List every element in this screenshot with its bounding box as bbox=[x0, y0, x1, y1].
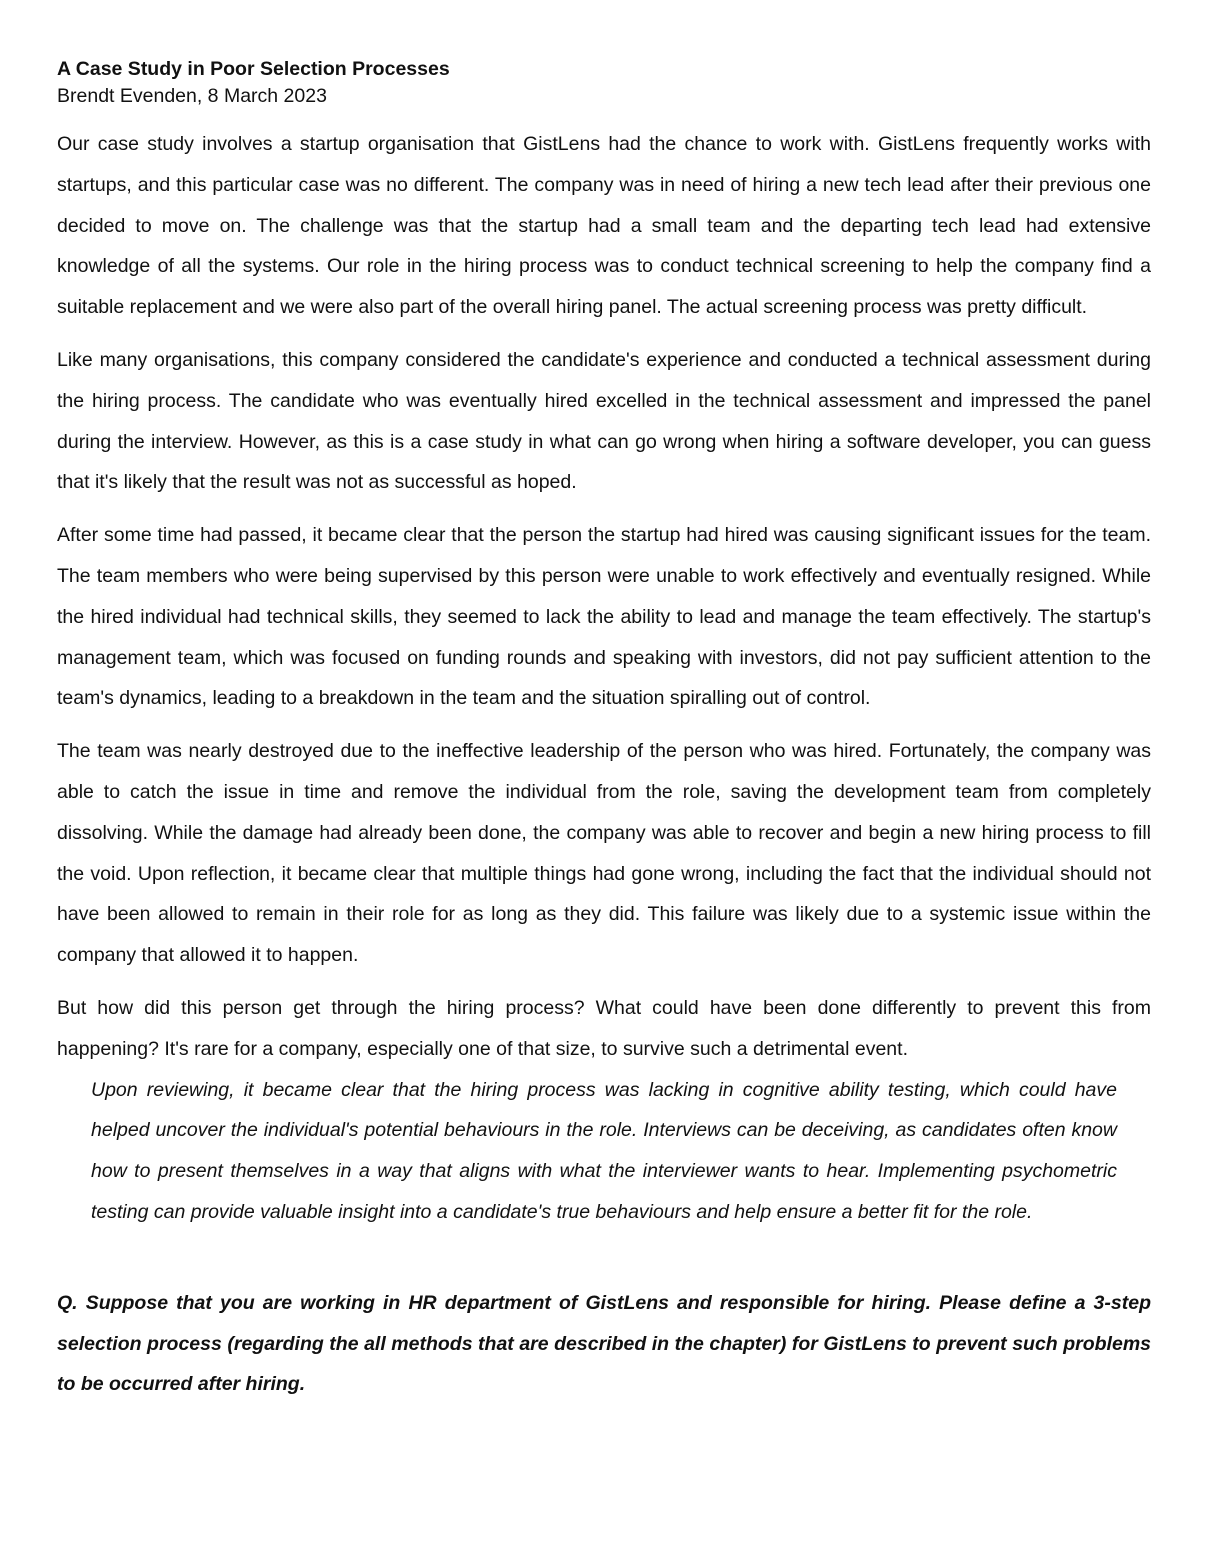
paragraph-reflection: But how did this person get through the hiring process? What could have been done differently to prevent this from happening? It's rare for a company, especially one of that size, to survive such a detrimental event. bbox=[57, 996, 1151, 1060]
paragraph-recovery: The team was nearly destroyed due to the ineffective leadership of the person who was hired. Fortunately, the company was able to catch the issue in time and remove the individual from the role, saving the development team from completely dissolving. While the damage had already been done, the company was able to recover and begin a new hiring process to fill the void. Upon reflection, it became clear that multiple things had gone wrong, including the fact that the individual should not have been allowed to remain in their role for as long as they did. This failure was likely due to a systemic issue within the company that allowed it to happen. bbox=[57, 740, 1151, 967]
paragraph-assessment: Like many organisations, this company considered the candidate's experience and conducted a technical assessment during the hiring process. The candidate who was eventually hired excelled in the technical assessment and impressed the panel during the interview. However, as this is a case study in what can go wrong when hiring a software developer, you can guess that it's likely that the result was not as successful as hoped. bbox=[57, 348, 1151, 494]
italic-quote-block: Upon reviewing, it became clear that the hiring process was lacking in cognitive ability testing, which could have helped uncover the individual's potential behaviours in the role. Interviews can be deceiving, as candidates often know how to present themselves in a way that aligns with what the interviewer wants to hear. Implementing psychometric testing can provide valuable insight into a candidate's true behaviours and help ensure a better fit for the role. bbox=[91, 1078, 1117, 1223]
paragraph-intro: Our case study involves a startup organisation that GistLens had the chance to work with. GistLens frequently works with startups, and this particular case was no different. The company was in need of hiring a new tech lead after their previous one decided to move on. The challenge was that the startup had a small team and the departing tech lead had extensive knowledge of all the systems. Our role in the hiring process was to conduct technical screening to help the company find a suitable replacement and we were also part of the overall hiring panel. The actual screening process was pretty difficult. bbox=[57, 133, 1151, 319]
document-title: A Case Study in Poor Selection Processes bbox=[57, 58, 450, 80]
author-byline: Brendt Evenden, 8 March 2023 bbox=[57, 85, 327, 107]
assignment-question: Q. Suppose that you are working in HR department of GistLens and responsible for hiring. Please define a 3-step selection process (regarding the all methods that are described in the chapter) for GistLens to prevent such problems to be occurred after hiring. bbox=[57, 1291, 1151, 1396]
paragraph-issues: After some time had passed, it became clear that the person the startup had hired was causing significant issues for the team. The team members who were being supervised by this person were unable to work effectively and eventually resigned. While the hired individual had technical skills, they seemed to lack the ability to lead and manage the team effectively. The startup's management team, which was focused on funding rounds and speaking with investors, did not pay sufficient attention to the team's dynamics, leading to a breakdown in the team and the situation spiralling out of control. bbox=[57, 524, 1151, 710]
document-page bbox=[57, 56, 1151, 1405]
